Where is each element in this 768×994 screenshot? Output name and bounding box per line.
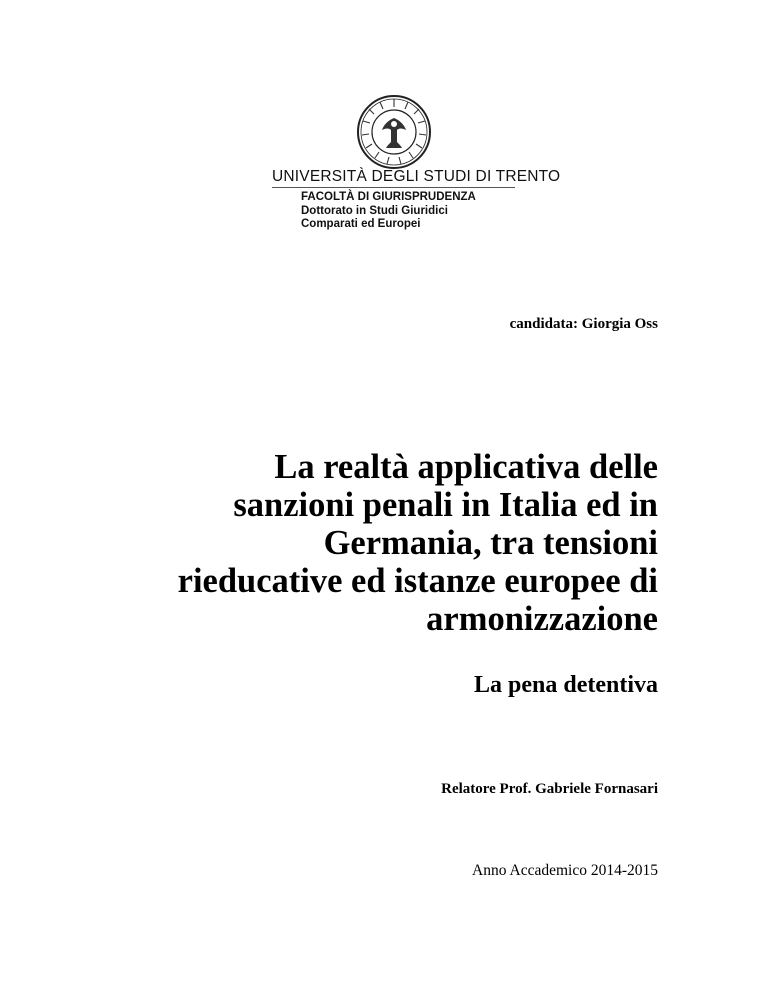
title-line: rieducative ed istanze europee di bbox=[177, 562, 658, 600]
doctorate-line: Comparati ed Europei bbox=[301, 218, 421, 230]
header-divider bbox=[272, 187, 515, 188]
doctorate-line: Dottorato in Studi Giuridici bbox=[301, 205, 448, 217]
university-name: UNIVERSITÀ DEGLI STUDI DI TRENTO bbox=[272, 168, 561, 185]
thesis-title bbox=[178, 448, 658, 638]
academic-year: Anno Accademico 2014-2015 bbox=[472, 862, 658, 879]
doctorate-program bbox=[301, 205, 448, 231]
thesis-subtitle: La pena detentiva bbox=[473, 672, 658, 698]
supervisor: Relatore Prof. Gabriele Fornasari bbox=[441, 781, 658, 797]
university-seal-icon bbox=[356, 94, 432, 170]
faculty-name: FACOLTÀ DI GIURISPRUDENZA bbox=[301, 191, 476, 203]
title-line: armonizzazione bbox=[426, 600, 658, 638]
title-line: sanzioni penali in Italia ed in bbox=[233, 486, 658, 524]
title-line: La realtà applicativa delle bbox=[274, 448, 658, 486]
title-line: Germania, tra tensioni bbox=[323, 524, 658, 562]
candidate-name: candidata: Giorgia Oss bbox=[509, 316, 658, 332]
